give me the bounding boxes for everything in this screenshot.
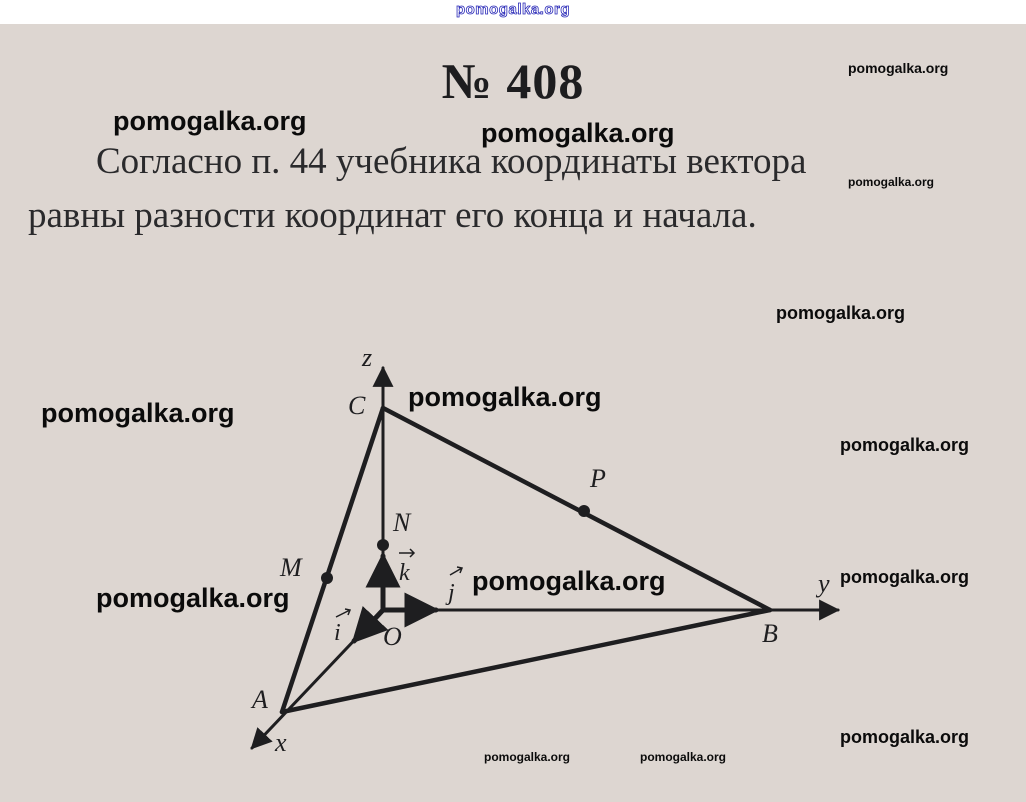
watermark: pomogalka.org bbox=[113, 106, 307, 136]
vector-label-k: k bbox=[399, 560, 410, 586]
watermark: pomogalka.org bbox=[96, 583, 290, 613]
watermark: pomogalka.org bbox=[848, 60, 949, 76]
watermark: pomogalka.org bbox=[840, 567, 970, 587]
point-label-n: N bbox=[393, 508, 411, 537]
vector-arrow-j bbox=[450, 567, 462, 575]
point-label-b: B bbox=[762, 619, 778, 648]
watermark: pomogalka.org bbox=[848, 175, 935, 189]
axis-label-x: x bbox=[275, 728, 287, 757]
point-label-p: P bbox=[590, 464, 606, 493]
axis-label-z: z bbox=[362, 343, 373, 372]
watermark: pomogalka.org bbox=[484, 750, 571, 764]
point-label-m: M bbox=[280, 553, 302, 582]
vector-arrow-i bbox=[336, 609, 350, 617]
site-link[interactable]: pomogalka.org bbox=[455, 1, 570, 18]
problem-number: № 408 bbox=[441, 53, 585, 109]
watermark: pomogalka.org bbox=[840, 435, 970, 455]
watermark: pomogalka.org bbox=[776, 303, 906, 323]
point-m bbox=[321, 572, 333, 584]
watermark: pomogalka.org bbox=[41, 398, 235, 428]
point-label-c: C bbox=[348, 391, 366, 420]
watermark: pomogalka.org bbox=[840, 727, 970, 747]
segment-ab bbox=[282, 610, 770, 712]
point-p bbox=[578, 505, 590, 517]
watermark: pomogalka.org bbox=[472, 566, 666, 596]
point-label-a: A bbox=[252, 685, 268, 714]
point-label-o: O bbox=[383, 622, 402, 651]
unit-vector-i bbox=[354, 610, 383, 641]
point-n bbox=[377, 539, 389, 551]
watermark: pomogalka.org bbox=[640, 750, 727, 764]
vector-arrow-k bbox=[399, 549, 414, 557]
vector-label-i: i bbox=[334, 620, 341, 646]
problem-text-line-1: Согласно п. 44 учебника координаты вектора bbox=[96, 141, 807, 182]
watermark: pomogalka.org bbox=[481, 118, 675, 148]
axis-label-y: y bbox=[818, 569, 830, 598]
problem-text-line-2: равны разности координат его конца и начала. bbox=[28, 195, 757, 236]
watermark: pomogalka.org bbox=[408, 382, 602, 412]
vector-label-j: j bbox=[448, 580, 455, 606]
